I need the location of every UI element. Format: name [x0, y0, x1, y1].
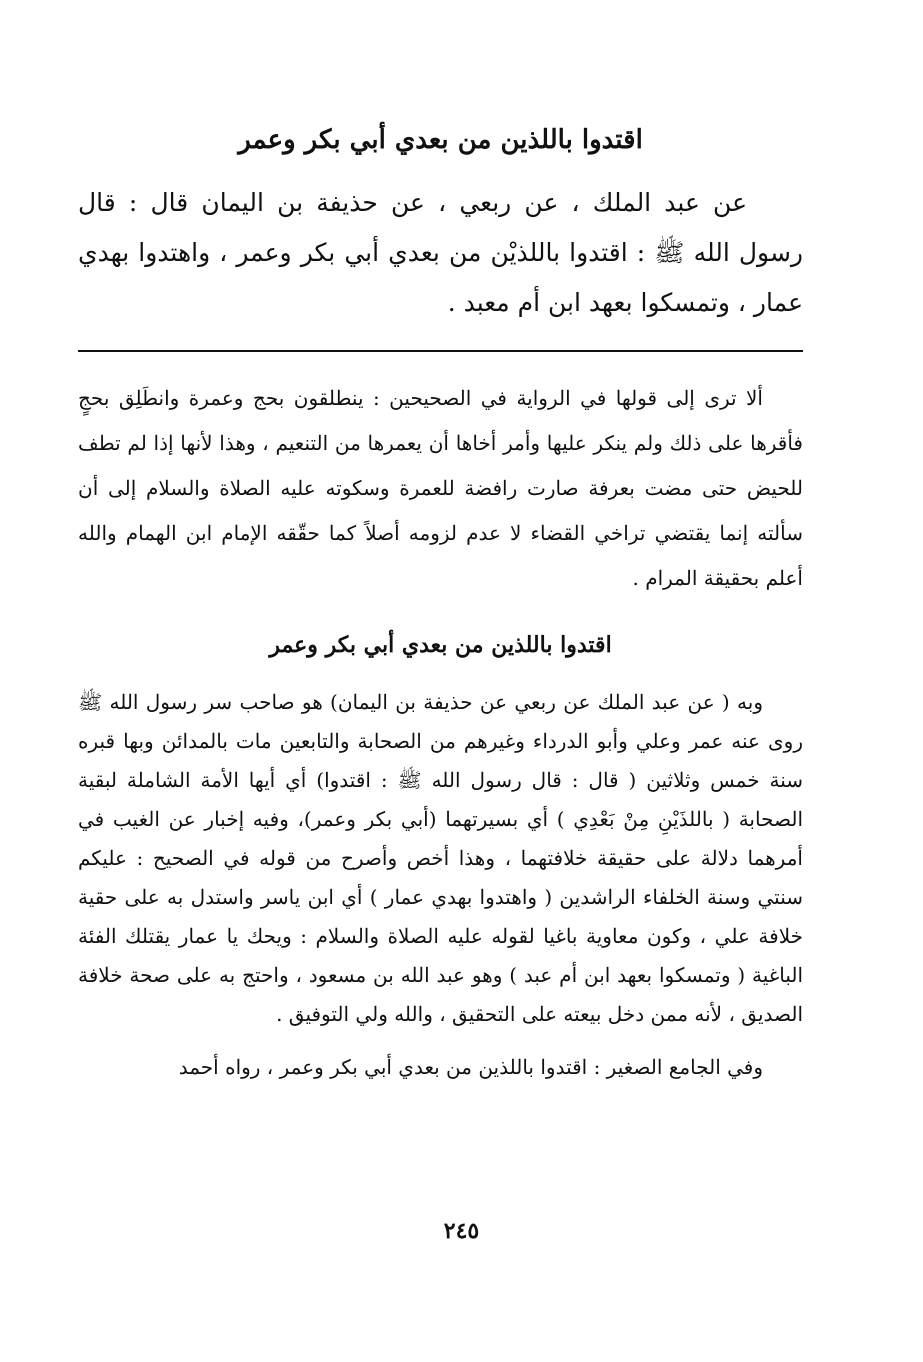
jami-text: وفي الجامع الصغير : اقتدوا باللذين من بعدي أبي بكر وعمر ، رواه أحمد	[178, 1055, 763, 1079]
sharh-text: وبه ( عن عبد الملك عن ربعي عن حذيفة بن اليمان) هو صاحب سر رسول الله ﷺ روى عنه عمر وعلي وأبو الدرداء وغيرهم من الصحابة والتابعين مات بالمدائن وبها قبره سنة خمس وثلاثين ( قال : قال رسول الله ﷺ : اقتدوا) أي أيها الأمة الشاملة لبقية الصحابة ( باللذَيْنِ مِنْ بَعْدِي ) أي بسيرتهما (أبي بكر وعمر)، وفيه إخبار عن الغيب في أمرهما دلالة على حقيقة خلافتهما ، وهذا أخص وأصرح من قوله في الصحيح : عليكم سنتي وسنة الخلفاء الراشدين ( واهتدوا بهدي عمار ) أي ابن ياسر واستدل به على حقية خلافة علي ، وكون معاوية باغيا لقوله عليه الصلاة والسلام : ويحك يا عمار يقتلك الفئة الباغية ( وتمسكوا بعهد ابن أم عبد ) وهو عبد الله بن مسعود ، واحتج به على صحة خلافة الصديق ، لأنه ممن دخل بيعته على التحقيق ، والله ولي التوفيق .	[78, 690, 803, 1026]
commentary-top: ألا ترى إلى قولها في الرواية في الصحيحين : ينطلقون بحج وعمرة وانطَلِق بحجٍ فأقرها على ذلك ولم ينكر عليها وأمر أخاها أن يعمرها من التنعيم ، وهذا لأنها إذا لم تطف للحيض حتى مضت بعرفة صارت رافضة للعمرة وسكوته عليه الصلاة والسلام إلى أن سألته إنما يقتضي تراخي القضاء لا عدم لزومه أصلاً كما حقّقه الإمام ابن الهمام والله أعلم بحقيقة المرام .	[78, 386, 803, 590]
page-title: اقتدوا باللذين من بعدي أبي بكر وعمر	[238, 125, 643, 155]
hadith-text: عن عبد الملك ، عن ربعي ، عن حذيفة بن اليمان قال : قال رسول الله ﷺ : اقتدوا باللذيْن من بعدي أبي بكر وعمر ، واهتدوا بهدي عمار ، وتمسكوا بعهد ابن أم معبد .	[78, 188, 803, 317]
divider-rule	[78, 350, 803, 352]
page-number: ٢٤٥	[443, 1218, 480, 1244]
page-content	[78, 120, 803, 1087]
section-title: اقتدوا باللذين من بعدي أبي بكر وعمر	[269, 632, 612, 658]
